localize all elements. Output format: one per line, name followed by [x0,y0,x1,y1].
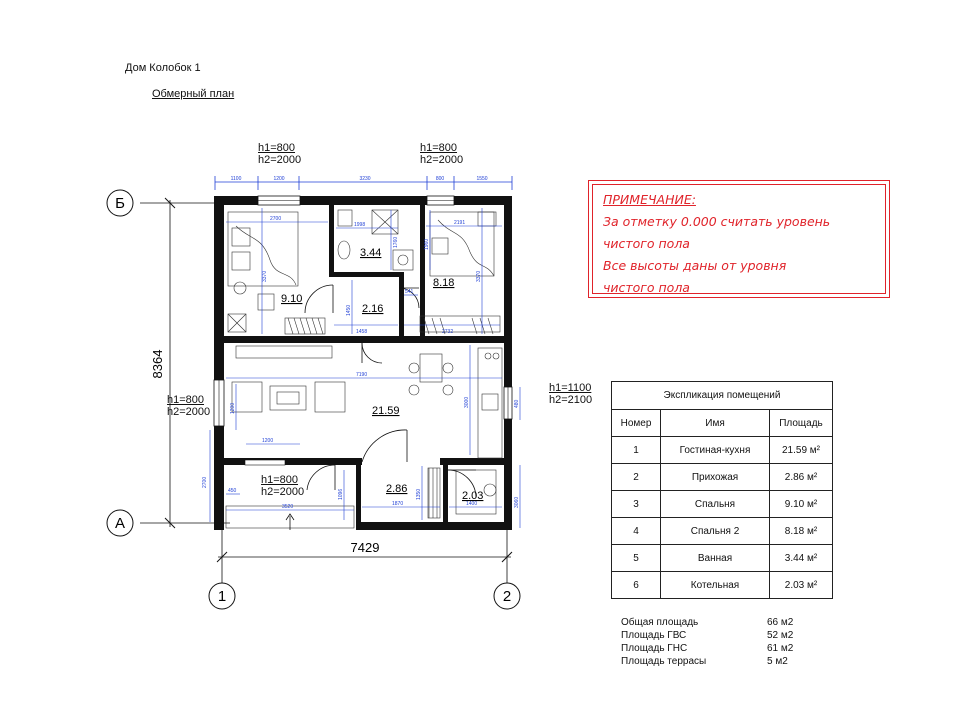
dim-450: 450 [228,488,237,494]
table-row [612,518,833,545]
explication-table [611,381,833,599]
table-row [612,464,833,491]
summary-value: 61 м2 [767,643,794,654]
dim-3000: 3000 [464,396,470,408]
summary-value: 5 м2 [767,656,788,667]
note-line-4: чистого пола [603,280,690,295]
dim-3370-a: 3370 [262,270,268,282]
document-subtitle: Обмерный план [152,88,235,100]
note-box [588,180,890,298]
table-row [612,437,833,464]
window-label-right: h1=1100 h2=2100 [549,382,593,406]
row-name: Ванная [661,545,770,572]
summary-value: 52 м2 [767,630,794,641]
row-area: 8.18 м² [770,518,833,545]
row-area: 2.03 м² [770,572,833,599]
summary-label: Площадь ГНС [621,643,688,654]
overall-height: 8364 [150,349,165,379]
explication-caption: Экспликация помещений [612,382,833,410]
dim-2732: 2732 [442,329,454,335]
dim-1760: 1760 [393,236,399,248]
dim-2191: 2191 [454,220,466,226]
area-bedroom2: 8.18 [433,277,455,289]
summary-value: 66 м2 [767,617,794,628]
dim-3060: 3060 [514,496,520,508]
dim-1458: 1458 [356,329,368,335]
dim-7190: 7190 [356,372,368,378]
dim-1350: 1350 [416,488,422,500]
dim-1870: 1870 [392,501,404,507]
top-dim-1: 1100 [230,176,242,182]
dim-2700-v: 2700 [202,476,208,488]
row-name: Котельная [661,572,770,599]
header-area: Площадь [770,410,833,437]
note-title: ПРИМЕЧАНИЕ: [603,192,696,207]
top-dim-3: 3230 [359,176,371,182]
dim-1400: 1400 [466,501,478,507]
area-living: 21.59 [372,405,400,417]
dim-1200-v: 1200 [230,402,236,414]
dim-1960: 1960 [424,238,430,250]
summary-label: Площадь ГВС [621,630,687,641]
note-line-2: чистого пола [603,236,690,251]
doors [305,285,476,497]
area-bath: 3.44 [360,247,382,259]
row-area: 9.10 м² [770,491,833,518]
row-name: Спальня [661,491,770,518]
row-name: Гостиная-кухня [661,437,770,464]
window-label-top-left: h1=800 h2=2000 [258,142,302,166]
row-num: 5 [612,545,661,572]
row-num: 6 [612,572,661,599]
summary-label: Площадь террасы [621,656,707,667]
dim-480: 480 [514,399,520,408]
top-dim-5: 1550 [476,176,488,182]
window-label-left: h1=800 h2=2000 [167,394,211,418]
document-title: Дом Колобок 1 [125,62,201,74]
summary-label: Общая площадь [621,617,699,628]
area-bedroom: 9.10 [281,293,303,305]
row-num: 2 [612,464,661,491]
row-area: 2.86 м² [770,464,833,491]
overall-width: 7429 [350,540,380,555]
area-hall: 2.86 [386,483,408,495]
note-line-1: За отметку 0.000 считать уровень [603,214,831,229]
axis-label-a: А [114,515,126,532]
axis-label-2: 2 [502,588,512,605]
window-label-top-right: h1=800 h2=2000 [420,142,464,166]
dim-1998: 1998 [354,222,366,228]
area-corridor: 2.16 [362,303,384,315]
row-num: 1 [612,437,661,464]
table-row [612,491,833,518]
window-label-bottom: h1=800 h2=2000 [261,474,305,498]
dim-3370-b: 3370 [476,270,482,282]
header-number: Номер [612,410,661,437]
row-num: 3 [612,491,661,518]
dim-541: 541 [405,289,414,295]
note-line-3: Все высоты даны от уровня [603,258,787,273]
row-area: 3.44 м² [770,545,833,572]
row-name: Прихожая [661,464,770,491]
row-name: Спальня 2 [661,518,770,545]
table-row [612,572,833,599]
dim-2700: 2700 [270,216,282,222]
top-dim-4: 800 [435,176,445,182]
top-dim-2: 1200 [273,176,285,182]
row-area: 21.59 м² [770,437,833,464]
area-boiler: 2.03 [462,490,484,502]
dim-1200-h: 1200 [262,438,274,444]
row-num: 4 [612,518,661,545]
axis-label-b: Б [115,195,125,212]
dim-1096: 1096 [338,488,344,500]
table-row [612,545,833,572]
axis-label-1: 1 [217,588,227,605]
header-name: Имя [661,410,770,437]
dim-1450: 1450 [346,304,352,316]
dim-3520: 3520 [282,504,294,510]
